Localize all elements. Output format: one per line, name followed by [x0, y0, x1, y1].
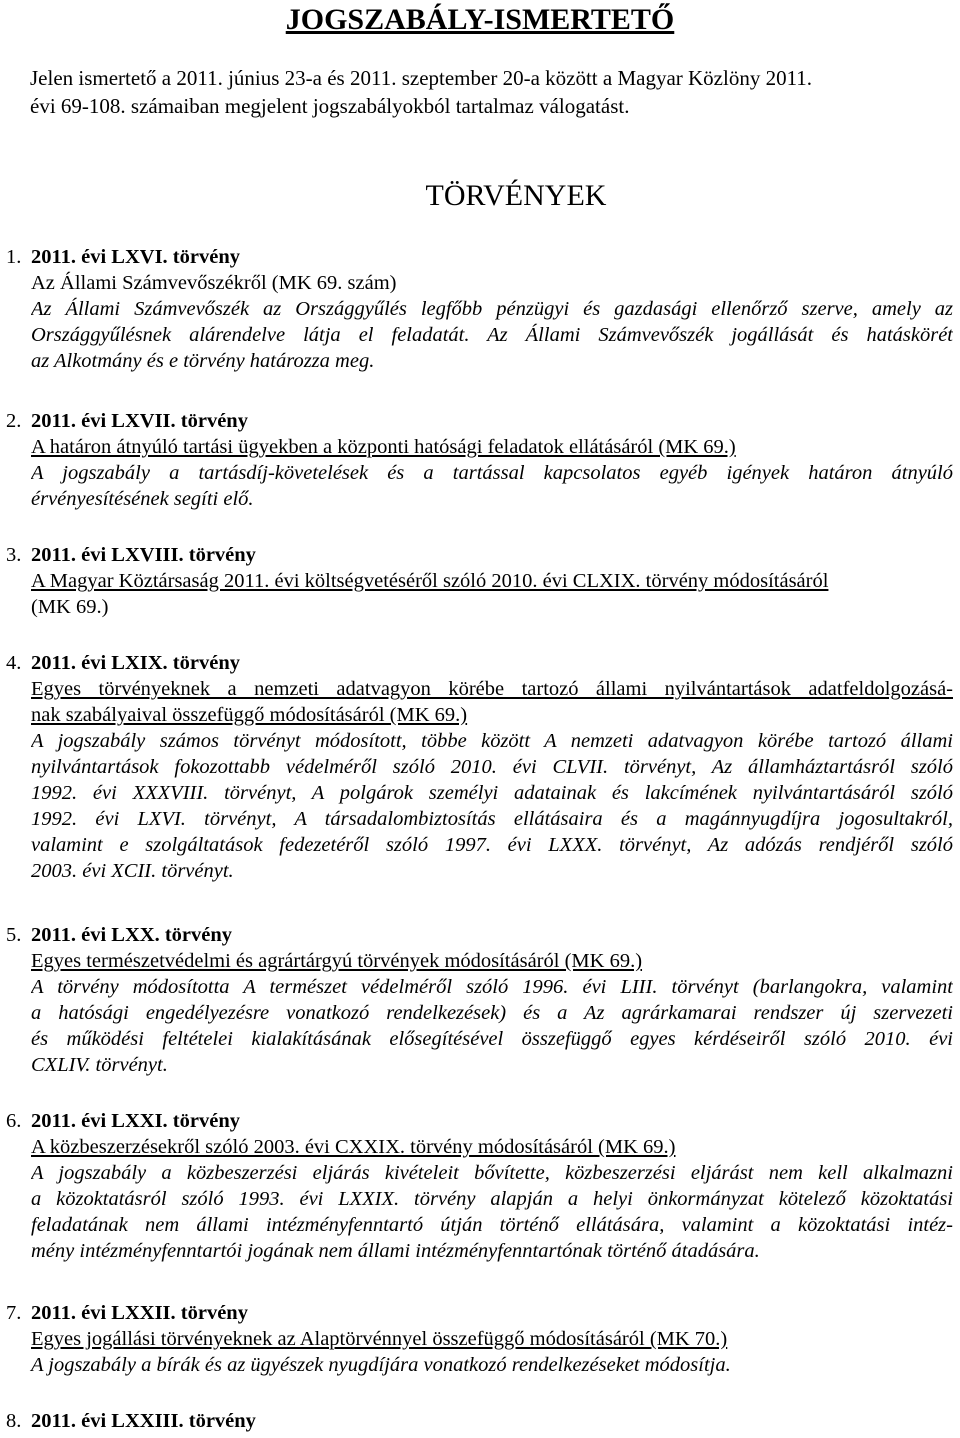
entry-title: [31, 1326, 960, 1352]
entry-description-line: Országgyűlésnek alárendelve látja el feladatát. Az Állami Számvevőszék jogállását és hatáskörét: [31, 324, 953, 346]
entry-title: [31, 568, 960, 594]
entry-number: 5.: [6, 924, 22, 946]
entry-description-line: nyilvántartások fokozottabb védelméről szóló 2010. évi CLVII. törvényt, Az államháztartásról szóló: [31, 756, 953, 778]
entry-description-line: A jogszabály a közbeszerzési eljárás kivételeit bővítette, közbeszerzési eljárást nem kell alkalmazni: [31, 1162, 953, 1184]
entry-number: 4.: [6, 652, 22, 674]
entry-title: [31, 1134, 960, 1160]
law-entry-5: [0, 922, 960, 1078]
entry-heading: 2011. évi LXXII. törvény: [31, 1302, 248, 1324]
intro-line: Jelen ismertető a 2011. június 23-a és 2011. szeptember 20-a között a Magyar Közlöny 2011.: [30, 66, 813, 90]
entry-title: Egyes törvényeknek a nemzeti adatvagyon körébe tartozó állami nyilvántartások adatfeldolgozásá-: [31, 678, 953, 700]
entry-heading: 2011. évi LXVII. törvény: [31, 410, 248, 432]
entry-description-line: 1992. évi LXVI. törvényt, A társadalombiztosítás ellátásaira és a magánnyugdíjra jogosultakról,: [31, 808, 953, 830]
entry-title: [31, 948, 960, 974]
entry-title: Az Állami Számvevőszékről (MK 69. szám): [31, 272, 397, 294]
law-entry-7: [0, 1300, 960, 1378]
intro-paragraph: [30, 64, 930, 120]
entry-heading: 2011. évi LXXI. törvény: [31, 1110, 240, 1132]
entry-heading: 2011. évi LXX. törvény: [31, 924, 232, 946]
entry-title-text: A határon átnyúló tartási ügyekben a központi hatósági feladatok ellátásáról (MK 69.): [31, 436, 736, 458]
entry-description-line: érvényesítésének segíti elő.: [31, 488, 254, 510]
entry-number: 1.: [6, 246, 22, 268]
entry-heading: 2011. évi LXVIII. törvény: [31, 544, 256, 566]
entry-description-line: 1992. évi XXXVIII. törvényt, A polgárok személyi adatainak és lakcímének nyilvántartásáról szóló: [31, 782, 953, 804]
intro-line: évi 69-108. számaiban megjelent jogszabályokból tartalmaz válogatást.: [30, 94, 630, 118]
entry-title: (MK 69.): [31, 596, 109, 618]
law-entry-6: [0, 1108, 960, 1264]
entry-description-line: CXLIV. törvényt.: [31, 1054, 168, 1076]
entry-description-line: feladatának nem állami intézményfenntartó útján történő ellátására, valamint a közoktatási intéz-: [31, 1214, 953, 1236]
law-entry-8: [0, 1408, 960, 1434]
law-entry-3: [0, 542, 960, 620]
entry-title: [31, 702, 960, 728]
entry-description-line: A jogszabály a bírák és az ügyészek nyugdíjára vonatkozó rendelkezéseket módosítja.: [31, 1354, 731, 1376]
entry-heading: 2011. évi LXIX. törvény: [31, 652, 240, 674]
entry-number: 2.: [6, 410, 22, 432]
entry-title-text: A Magyar Köztársaság 2011. évi költségvetéséről szóló 2010. évi CLXIX. törvény módosításáról: [31, 570, 829, 592]
entry-number: 7.: [6, 1302, 22, 1324]
entry-title-text: Egyes jogállási törvényeknek az Alaptörvénnyel összefüggő módosításáról (MK 70.): [31, 1328, 728, 1350]
entry-description-line: és működési feltételei kialakításának elősegítésével összefüggő egyes kérdéseiről szóló 2010. évi: [31, 1028, 953, 1050]
law-entry-1: [0, 244, 960, 374]
entry-description-line: Az Állami Számvevőszék az Országgyűlés legfőbb pénzügyi és gazdasági ellenőrző szerve, amely az: [31, 298, 953, 320]
law-entry-2: [0, 408, 960, 512]
entry-description-line: valamint e szolgáltatások fedezetéről szóló 1997. évi LXXX. törvényt, Az adózás rendjéről szóló: [31, 834, 953, 856]
entry-number: 8.: [6, 1410, 22, 1432]
entry-description-line: 2003. évi XCII. törvényt.: [31, 860, 234, 882]
section-heading-text: TÖRVÉNYEK: [425, 179, 607, 212]
entry-description-line: mény intézményfenntartói jogának nem állami intézményfenntartónak történő átadására.: [31, 1240, 760, 1262]
entry-title-text: Egyes természetvédelmi és agrártárgyú törvények módosításáról (MK 69.): [31, 950, 643, 972]
document-title: JOGSZABÁLY-ISMERTETŐ: [285, 3, 675, 36]
entry-description-line: az Alkotmány és e törvény határozza meg.: [31, 350, 375, 372]
entry-title-text: A közbeszerzésekről szóló 2003. évi CXXIX. törvény módosításáról (MK 69.): [31, 1136, 676, 1158]
entry-description-line: A törvény módosította A természet védelméről szóló 1996. évi LIII. törvényt (barlangokra, valamint: [31, 976, 953, 998]
entry-description-line: a hatósági engedélyezésre vonatkozó rendelkezések) és a Az agrárkamarai rendszer új szervezeti: [31, 1002, 953, 1024]
entry-description-line: a közoktatásról szóló 1993. évi LXXIX. törvény alapján a helyi önkormányzat kötelező közoktatási: [31, 1188, 953, 1210]
entry-title-text: nak szabályaival összefüggő módosításáról (MK 69.): [31, 704, 468, 726]
entry-title: [31, 434, 960, 460]
entry-description-line: A jogszabály számos törvényt módosított, többe között A nemzeti adatvagyon körébe tartozó állami: [31, 730, 953, 752]
section-heading: [0, 178, 960, 214]
entry-heading: 2011. évi LXVI. törvény: [31, 246, 240, 268]
entry-number: 6.: [6, 1110, 22, 1132]
entry-heading: 2011. évi LXXIII. törvény: [31, 1410, 256, 1432]
entry-number: 3.: [6, 544, 22, 566]
entry-description-line: A jogszabály a tartásdíj-követelések és a tartással kapcsolatos egyéb igények határon átnyúló: [31, 462, 953, 484]
law-entry-4: [0, 650, 960, 884]
